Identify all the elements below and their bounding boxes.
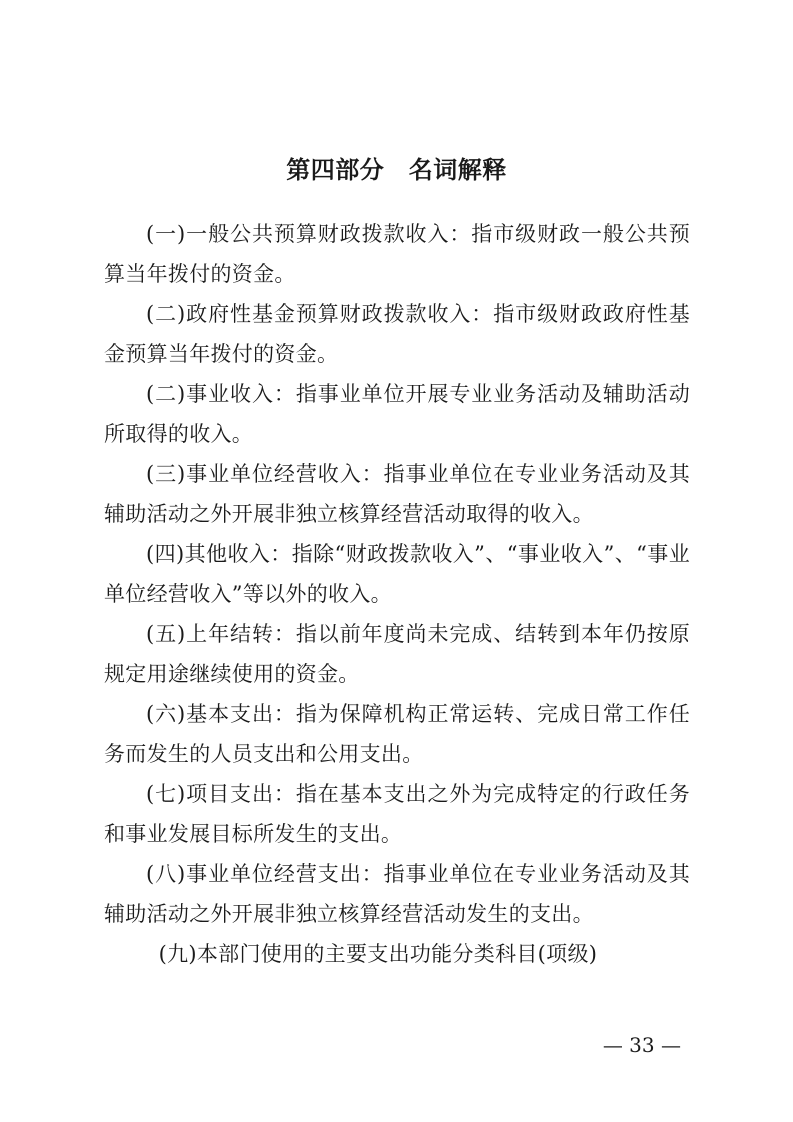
paragraph-business-income: (二)事业收入：指事业单位开展专业业务活动及辅助活动所取得的收入。 — [104, 382, 690, 446]
document-body — [104, 214, 690, 974]
page-number — [0, 1000, 793, 1090]
paragraph-prior-year-carryover: (五)上年结转：指以前年度尚未完成、结转到本年仍按原规定用途继续使用的资金。 — [104, 622, 690, 686]
paragraph-general-budget-income: (一)一般公共预算财政拨款收入：指市级财政一般公共预算当年拨付的资金。 — [104, 222, 690, 286]
page-title: 第四部分 名词解释 — [286, 156, 507, 185]
paragraph-project-expenditure: (七)项目支出：指在基本支出之外为完成特定的行政任务和事业发展目标所发生的支出。 — [104, 782, 690, 846]
paragraph-operating-income: (三)事业单位经营收入：指事业单位在专业业务活动及其辅助活动之外开展非独立核算经营活动取得的收入。 — [104, 462, 690, 526]
paragraph-government-fund-income: (二)政府性基金预算财政拨款收入：指市级财政政府性基金预算当年拨付的资金。 — [104, 302, 690, 366]
page-number-text: — 33 — — [602, 1033, 681, 1057]
paragraph-basic-expenditure: (六)基本支出：指为保障机构正常运转、完成日常工作任务而发生的人员支出和公用支出。 — [104, 702, 690, 766]
paragraph-operating-expenditure: (八)事业单位经营支出：指事业单位在专业业务活动及其辅助活动之外开展非独立核算经营活动发生的支出。 — [104, 862, 690, 926]
paragraph-functional-classification: (九)本部门使用的主要支出功能分类科目(项级) — [158, 942, 598, 966]
paragraph-other-income: (四)其他收入：指除“财政拨款收入”、“事业收入”、“事业单位经营收入”等以外的收入。 — [104, 542, 690, 606]
